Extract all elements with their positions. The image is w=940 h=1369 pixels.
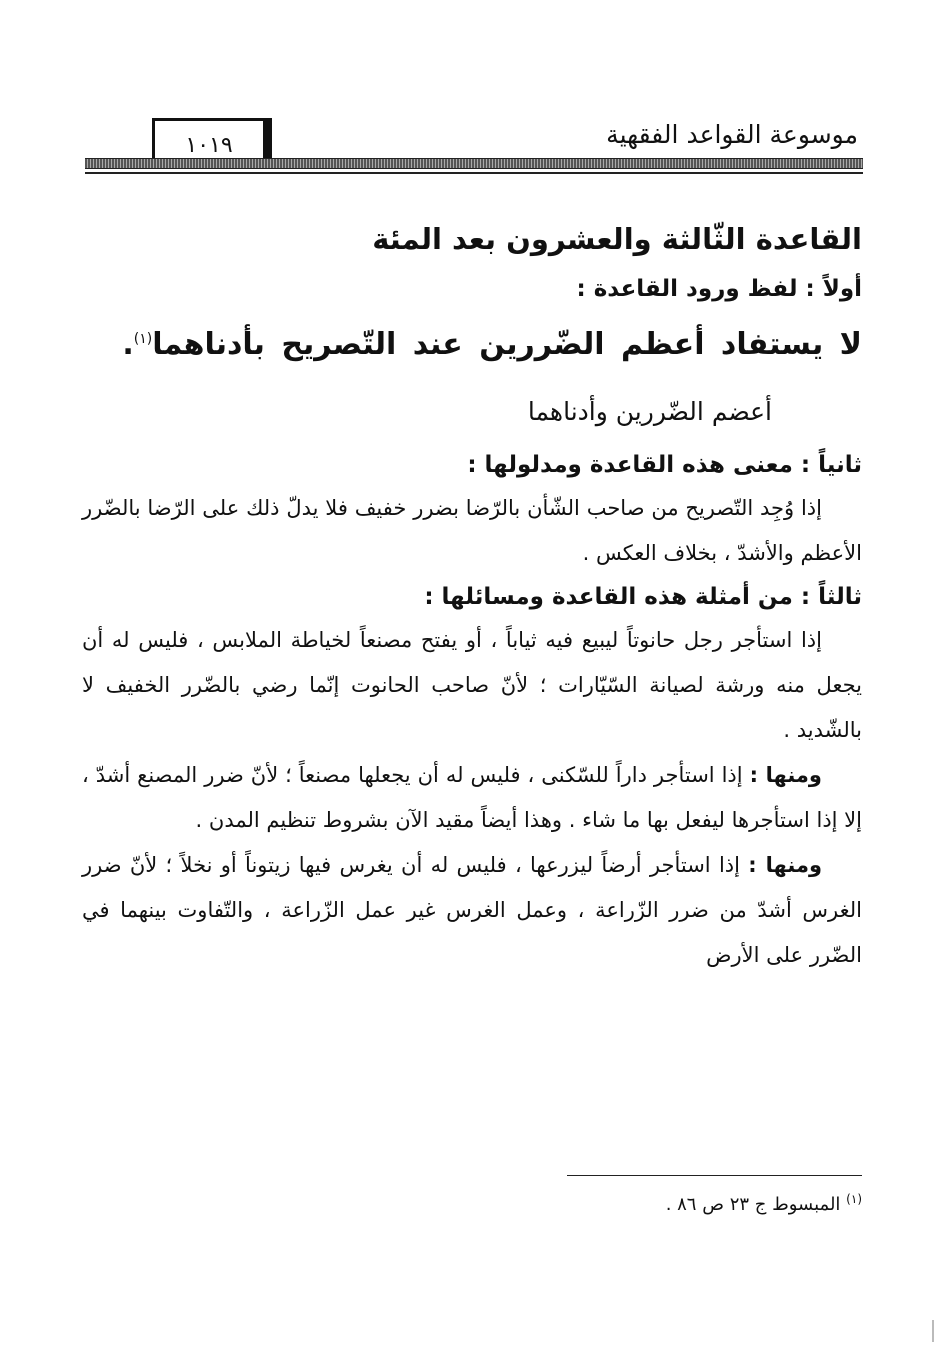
section-one-heading: أولاً : لفظ ورود القاعدة : (576, 276, 862, 302)
example-text: إذا استأجر داراً للسّكنى ، فليس له أن يجعلها مصنعاً ؛ لأنّ ضرر المصنع أشدّ ، إلا إذا استأجرها ليفعل بها ما شاء . وهذا أيضاً مقيد الآن بشروط تنظيم المدن . (82, 763, 862, 832)
example-lead: ومنها : (748, 853, 822, 877)
statement-end: . (122, 327, 134, 362)
example-paragraph-1: إذا استأجر رجل حانوتاً ليبيع فيه ثياباً ، أو يفتح مصنعاً لخياطة الملابس ، فليس له أن يجعل منه ورشة لصيانة السّيّارات ؛ لأنّ صاحب الحانوت إنّما رضي بالضّرر الخفيف لا بالشّديد . (82, 628, 862, 742)
header-rule (85, 158, 863, 169)
section-two-paragraph: إذا وُجِد التّصريح من صاحب الشّأن بالرّضا بضرر خفيف فلا يدلّ ذلك على الرّضا بالضّرر الأعظم والأشدّ ، بخلاف العكس . (82, 496, 862, 565)
header-underline (85, 172, 863, 174)
rule-statement-text: لا يستفاد أعظم الضّررين عند التّصريح بأدناهما (152, 327, 862, 362)
footnote-separator (567, 1175, 862, 1176)
example-paragraph-3 (82, 843, 862, 978)
footnote-marker: (١) (846, 1192, 862, 1206)
footnote (666, 1192, 862, 1215)
scan-edge-mark (932, 1320, 934, 1342)
rule-statement (82, 310, 862, 374)
footnote-text: المبسوط ج ٢٣ ص ٨٦ . (665, 1194, 841, 1215)
rule-title: القاعدة الثّالثة والعشرون بعد المئة (372, 222, 862, 256)
section-two-heading: ثانياً : معنى هذه القاعدة ومدلولها : (467, 452, 862, 478)
example-lead: ومنها : (749, 763, 822, 787)
running-header-title: موسوعة القواعد الفقهية (606, 120, 858, 149)
footnote-reference[interactable]: (١) (133, 331, 153, 347)
page-number: ١٠١٩ (152, 118, 272, 169)
example-paragraph-2 (82, 753, 862, 843)
section-three-heading: ثالثاً : من أمثلة هذه القاعدة ومسائلها : (424, 584, 862, 610)
handwritten-subtitle: أعضم الضّررين وأدناهما (527, 397, 772, 426)
example-text: إذا استأجر أرضاً ليزرعها ، فليس له أن يغرس فيها زيتوناً أو نخلاً ؛ لأنّ ضرر الغرس أشدّ من ضرر الزّراعة ، وعمل الغرس غير عمل الزّراعة ، والتّفاوت بينهما في الضّرر على الأرض (82, 853, 862, 967)
page-body (82, 210, 862, 978)
